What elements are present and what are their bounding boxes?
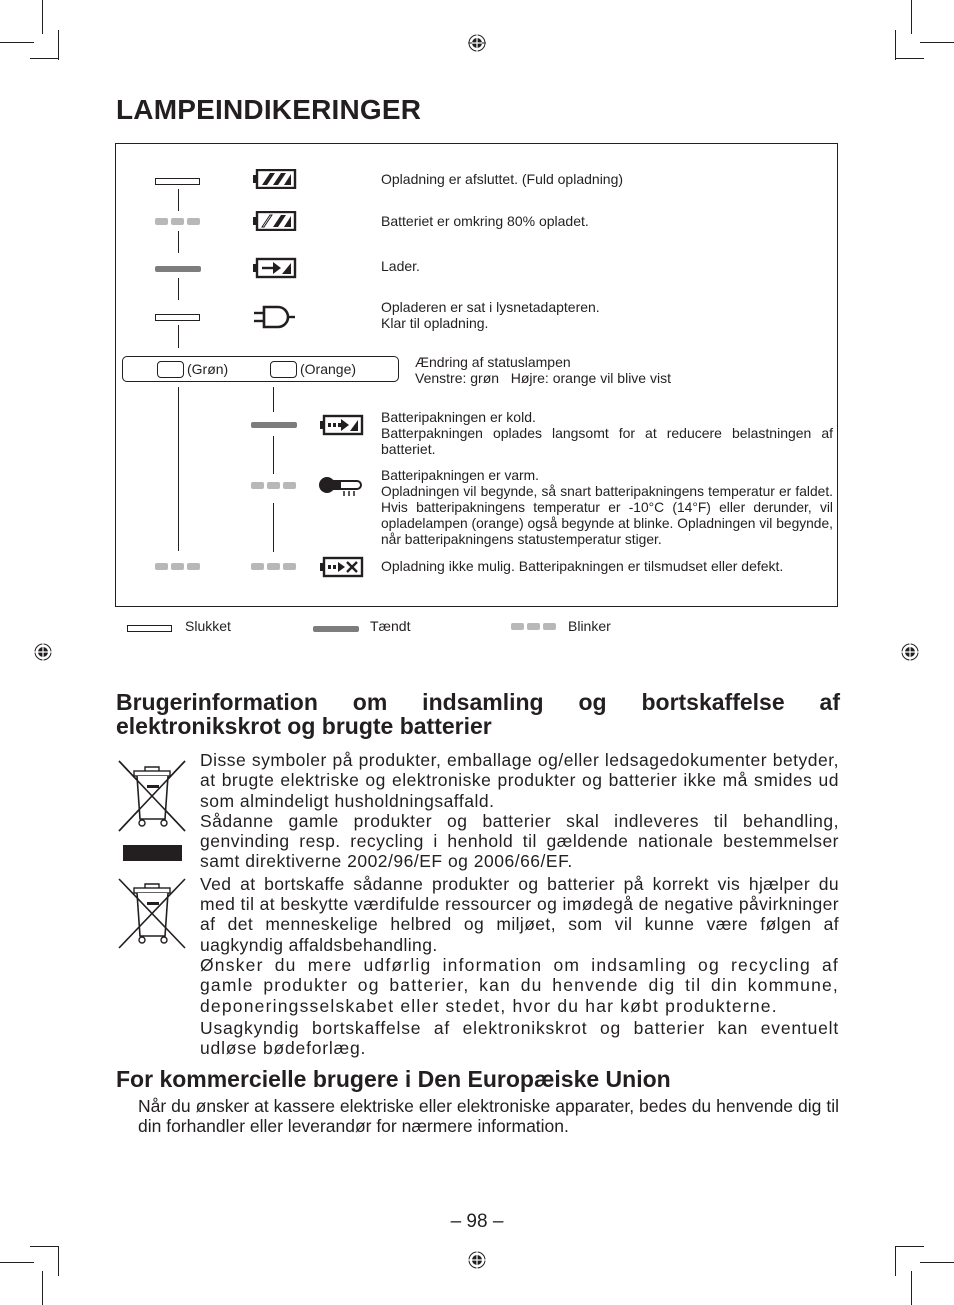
crop-mark (58, 1246, 59, 1276)
battery-cold-icon (320, 414, 364, 436)
paragraph: Ved at bortskaffe sådanne produkter og batterier på korrekt vis hjælper du med til at beskytte værdifulde ressourcer og imødegå de negative påvirkninger af det menneskelige helbred og miljøet, som vil kunne være følgen af uagkyndig affaldsbehandling. (200, 873, 839, 955)
lamp-blink-indicator (251, 563, 297, 570)
row-text: Lader. (381, 258, 420, 274)
connector-line (178, 278, 179, 300)
orange-lamp-swatch (270, 361, 297, 378)
crop-mark (30, 1246, 59, 1247)
lamp-blink-indicator (155, 563, 201, 570)
row-text: Opladning er afsluttet. (Fuld opladning) (381, 171, 624, 187)
page-title: LAMPEINDIKERINGER (116, 94, 422, 125)
key-on-swatch (313, 626, 359, 632)
battery-80-icon (253, 211, 297, 231)
section-heading: For kommercielle brugere i Den Europæiske Union (116, 1066, 671, 1092)
green-label: (Grøn) (187, 361, 229, 377)
section-heading: Brugerinformation om indsamling og bortskaffelse af elektronikskrot og brugte batterier (116, 689, 840, 739)
status-legend-text: Ændring af statuslampen Venstre: grøn Højre: orange vil blive vist (415, 354, 671, 386)
page-number: – 98 – (450, 1211, 504, 1232)
thermometer-icon (318, 472, 364, 498)
solid-bar-symbol (123, 845, 182, 861)
crop-mark (58, 30, 59, 60)
battery-full-icon (253, 169, 297, 189)
key-blink-swatch (511, 623, 557, 630)
paragraph: Når du ønsker at kassere elektriske eller elektroniske apparater, bedes du henvende dig til din forhandler eller leverandør for nærmere information. (138, 1096, 839, 1137)
row-text: Batteripakningen er kold. Batterpakningen oplades langsomt for at reducere belastningen af batteriet. (381, 409, 833, 457)
crop-mark (920, 1262, 954, 1263)
connector-line (178, 325, 179, 348)
key-blink-label: Blinker (568, 618, 611, 634)
connector-line (178, 189, 179, 211)
wheelie-bin-crossed-icon (115, 876, 189, 952)
paragraph: Disse symboler på produkter, emballage og/eller ledsagedokumenter betyder, at brugte elektriske og elektroniske produkter og batterier ikke må smides ud som almindeligt husholdningsaffald. (200, 750, 839, 811)
connector-line (273, 503, 274, 552)
wheelie-bin-crossed-icon (115, 757, 189, 835)
paragraph: Ønsker du mere udførlig information om indsamling og recycling af gamle produkter og batterier, kan du henvende dig til din kommune, deponeringsselskabet eller stedet, hvor du har købt produkterne. (200, 954, 839, 1016)
lamp-blink-indicator (155, 218, 201, 225)
row-text: Opladning ikke mulig. Batteripakningen er tilsmudset eller defekt. (381, 558, 784, 574)
row-text: Batteripakningen er varm. Opladningen vil begynde, så snart batteripakningens temperatur er faldet. Hvis batteripakningens temperatur er -10°C (14°F) eller derunder, vil opladelampen (orange) også begynde at blinke. Opladningen vil begynde, når batteripakningens statustemperatur stiger. (381, 468, 833, 547)
lamp-off-indicator (155, 314, 200, 321)
orange-label: (Orange) (300, 361, 357, 377)
key-off-swatch (127, 625, 172, 632)
crop-mark (895, 1246, 924, 1247)
key-off-label: Slukket (185, 618, 231, 634)
key-on-label: Tændt (370, 618, 411, 634)
row-text: Opladeren er sat i lysnetadapteren. Klar til opladning. (381, 299, 600, 331)
crop-mark (30, 58, 59, 59)
lamp-on-indicator (251, 422, 297, 428)
crop-mark (911, 0, 912, 34)
registration-mark-icon (34, 643, 52, 661)
connector-line (273, 436, 274, 474)
crop-mark (0, 1262, 34, 1263)
crop-mark (895, 1246, 896, 1276)
crop-mark (895, 30, 896, 60)
paragraph: Sådanne gamle produkter og batterier skal indleveres til behandling, genvinding resp. recycling i henhold til gældende nationale bestemmelser samt direktiverne 2002/96/EF og 2006/66/EF. (200, 810, 839, 872)
section2-body (138, 1096, 839, 1137)
registration-mark-icon (901, 643, 919, 661)
crop-mark (42, 1271, 43, 1305)
section1-body (200, 750, 839, 1058)
row-text: Batteriet er omkring 80% opladet. (381, 213, 589, 229)
battery-defect-icon (320, 556, 364, 578)
plug-icon (254, 305, 296, 329)
connector-line (178, 387, 179, 551)
lamp-off-indicator (155, 178, 200, 185)
crop-mark (0, 42, 34, 43)
crop-mark (911, 1271, 912, 1305)
green-lamp-swatch (157, 361, 184, 378)
lamp-blink-indicator (251, 482, 297, 489)
registration-mark-icon (468, 34, 486, 52)
registration-mark-icon (468, 1251, 486, 1269)
connector-line (178, 231, 179, 253)
crop-mark (920, 42, 954, 43)
connector-line (273, 387, 274, 412)
crop-mark (42, 0, 43, 34)
lamp-on-indicator (155, 266, 201, 272)
paragraph: Usagkyndig bortskaffelse af elektronikskrot og batterier kan eventuelt udløse bødeforlæg. (200, 1017, 839, 1059)
crop-mark (895, 58, 924, 59)
charging-icon (253, 257, 297, 279)
